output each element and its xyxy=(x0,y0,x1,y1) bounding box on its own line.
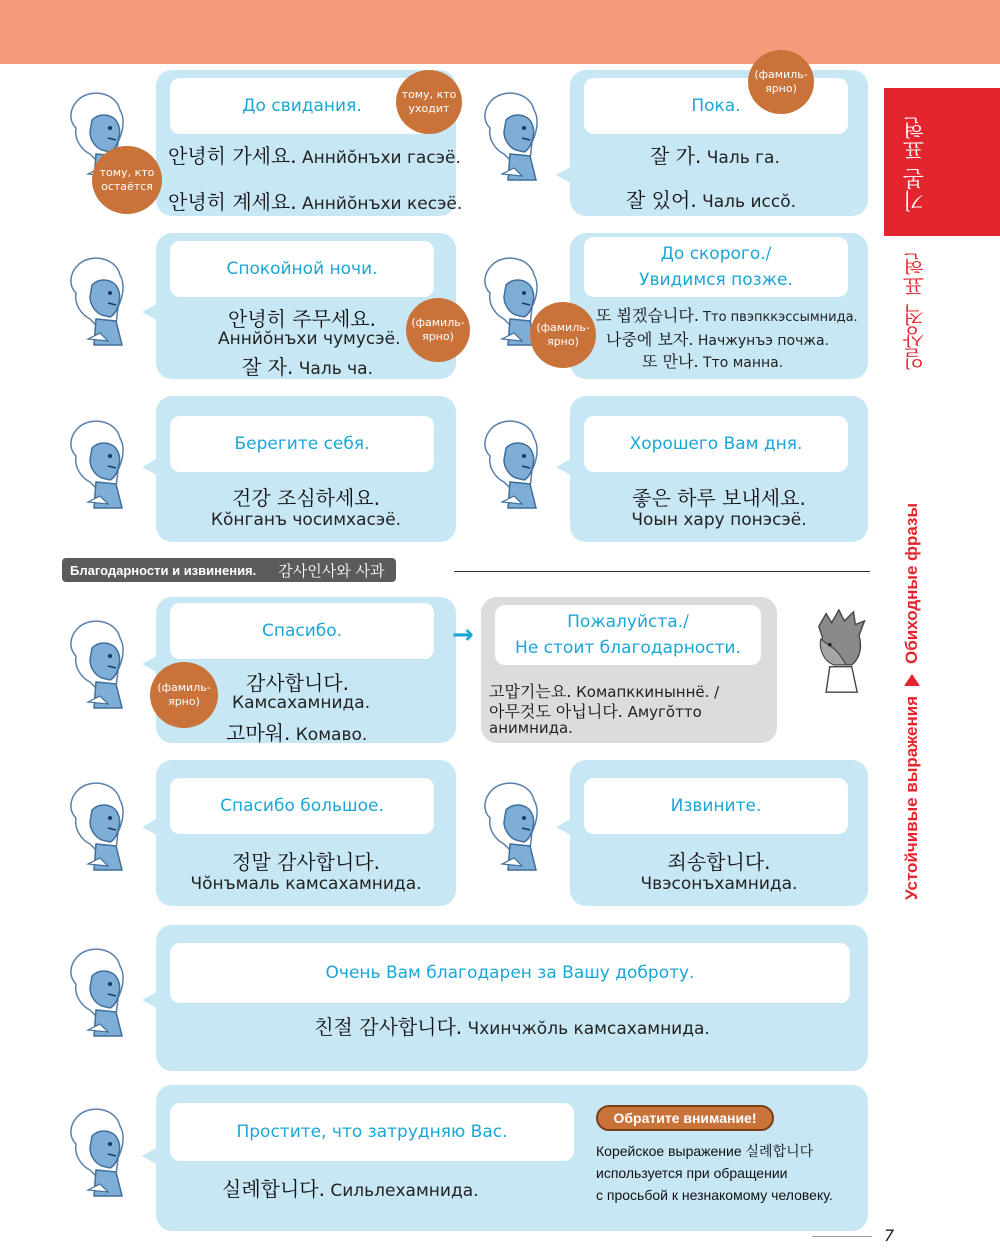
phrase-line xyxy=(242,351,373,380)
phrase-title-line: Не стоит благодарности. xyxy=(515,638,741,658)
notice-line: Корейское выражение 실례합니다 xyxy=(596,1143,814,1159)
russian-text: Комапккиныннё. / xyxy=(571,683,720,701)
section-title-ko: 감사인사와 사과 xyxy=(278,561,385,580)
side-tab-basic-label: 기본 표현 xyxy=(903,117,928,212)
phrase-line xyxy=(650,140,780,169)
blonde-person-icon xyxy=(60,618,130,714)
phrase-card-goodnight xyxy=(156,233,456,379)
phrase-title: Спокойной ночи. xyxy=(170,241,434,297)
phrase-line xyxy=(168,186,462,215)
korean-text: 잘 자. xyxy=(242,355,294,379)
phrase-card-thanks-much xyxy=(156,760,456,906)
phrase-title-line: Пожалуйста./ xyxy=(567,612,689,632)
side-section-title xyxy=(902,470,922,900)
russian-text: Начжунъэ почжа. xyxy=(693,333,829,349)
phrase-title xyxy=(584,237,848,297)
phrase-line xyxy=(156,1011,868,1040)
phrase-card-welcome xyxy=(481,597,777,743)
korean-text: 나중에 보자. xyxy=(606,330,694,349)
phrase-title-line: Увидимся позже. xyxy=(639,270,793,290)
korean-text: 아무것도 아닙니다. xyxy=(489,702,623,721)
phrase-card-sorry xyxy=(570,760,868,906)
korean-text: 안녕히 가세요. xyxy=(168,144,297,168)
korean-text: 친절 감사합니다. xyxy=(314,1015,463,1039)
card-tail xyxy=(142,655,158,673)
russian-text: Аннйŏнъхи гасэё. xyxy=(296,148,461,168)
card-tail xyxy=(142,303,158,321)
card-tail xyxy=(142,991,158,1009)
section-divider xyxy=(454,571,870,572)
card-tail xyxy=(142,818,158,836)
page-number: 7 xyxy=(884,1226,895,1245)
phrase-line xyxy=(642,349,783,372)
notice-line: используется при обращении xyxy=(596,1165,788,1181)
phrase-title: Извините. xyxy=(584,778,848,834)
note-bubble-staying: тому, кто остаётся xyxy=(92,146,162,214)
korean-text: 또 만나. xyxy=(642,352,699,371)
phrase-line xyxy=(606,327,829,350)
korean-text: 좋은 하루 보내세요. xyxy=(632,486,806,510)
korean-text: 잘 가. xyxy=(650,144,702,168)
korean-text: 정말 감사합니다. xyxy=(232,850,380,874)
side-russian-label-2: Обиходные фразы xyxy=(902,502,921,664)
blonde-person-icon xyxy=(60,780,130,876)
korean-text: 고마워. xyxy=(226,721,291,745)
phrase-line xyxy=(626,184,796,213)
note-bubble-familiar: (фамиль-ярно) xyxy=(530,302,596,368)
triangle-icon xyxy=(904,674,920,686)
korean-text: 잘 있어. xyxy=(626,188,697,212)
russian-text: Сильлехамнида. xyxy=(324,1181,479,1201)
notice-text xyxy=(596,1140,860,1206)
note-bubble-leaving: тому, кто уходит xyxy=(396,70,462,134)
note-bubble-familiar: (фамиль-ярно) xyxy=(748,50,814,114)
note-bubble-familiar: (фамиль-ярно) xyxy=(406,298,470,362)
gray-haired-person-icon xyxy=(806,604,870,700)
russian-text: Аннйŏнъхи чумусэё. xyxy=(218,329,401,349)
blonde-person-icon xyxy=(474,90,544,186)
blonde-person-icon xyxy=(60,418,130,514)
phrase-title-line: До скорого./ xyxy=(660,244,772,264)
phrase-card-nice-day xyxy=(570,396,868,542)
phrase-card-kindness xyxy=(156,925,868,1071)
notice-line: с просьбой к незнакомому человеку. xyxy=(596,1187,833,1203)
russian-text: Тто пвэпккэссымнида. xyxy=(698,310,858,325)
phrase-line xyxy=(596,303,858,326)
russian-text: Чаль га. xyxy=(701,148,780,168)
phrase-line xyxy=(226,717,367,746)
phrase-title: Берегите себя. xyxy=(170,416,434,472)
phrase-line xyxy=(222,1173,479,1202)
russian-text: Чвэсонъхамнида. xyxy=(640,874,798,894)
russian-text: Амугŏтто xyxy=(622,703,702,721)
korean-text: 안녕히 주무세요. xyxy=(228,307,376,331)
russian-text: Камсахамнида. xyxy=(232,693,371,713)
card-tail xyxy=(556,818,572,836)
russian-text: Аннйŏнъхи кесэё. xyxy=(296,194,463,214)
korean-text: 죄송합니다. xyxy=(667,850,771,874)
page-number-rule xyxy=(812,1236,872,1237)
phrase-card-take-care xyxy=(156,396,456,542)
phrase-title: До свидания. xyxy=(170,78,434,134)
arrow-right-icon: → xyxy=(452,620,474,650)
card-tail xyxy=(556,458,572,476)
korean-text: 실례합니다. xyxy=(222,1177,325,1201)
note-bubble-familiar: (фамиль-ярно) xyxy=(150,662,218,728)
russian-text: Чаль иссŏ. xyxy=(696,192,796,212)
korean-text: 안녕히 계세요. xyxy=(168,190,297,214)
phrase-title: Простите, что затрудняю Вас. xyxy=(170,1103,574,1161)
blonde-person-icon xyxy=(60,255,130,351)
phrase-title: Очень Вам благодарен за Вашу доброту. xyxy=(170,943,850,1003)
russian-text: Чаль ча. xyxy=(293,359,373,379)
korean-text: 감사합니다. xyxy=(246,671,349,695)
phrase-title: Спасибо большое. xyxy=(170,778,434,834)
side-russian-label: Устойчивые выражения xyxy=(902,695,921,900)
blonde-person-icon xyxy=(60,1106,130,1202)
blonde-person-icon xyxy=(474,780,544,876)
korean-text: 건강 조심하세요. xyxy=(232,486,380,510)
phrase-card-see-you xyxy=(570,233,868,379)
russian-text: Кŏнганъ чосимхасэё. xyxy=(210,510,402,530)
russian-text: анимнида. xyxy=(489,719,573,737)
korean-text: 또 뵙겠습니다. xyxy=(596,306,699,325)
phrase-card-bye xyxy=(570,70,868,216)
phrase-title: Спасибо. xyxy=(170,603,434,659)
top-color-bar xyxy=(0,0,1000,64)
section-header xyxy=(62,558,396,582)
blonde-person-icon xyxy=(474,418,544,514)
phrase-title: Пока. xyxy=(584,78,848,134)
card-tail xyxy=(142,458,158,476)
phrase-line xyxy=(168,140,461,169)
russian-text: Чоын хару понэсэё. xyxy=(631,510,807,530)
russian-text: Чхинчжŏль камсахамнида. xyxy=(462,1019,710,1039)
russian-text: Комаво. xyxy=(290,725,368,745)
phrase-title xyxy=(495,605,761,665)
card-tail xyxy=(556,166,572,184)
russian-text: Тто манна. xyxy=(698,355,784,371)
phrase-title: Хорошего Вам дня. xyxy=(584,416,848,472)
korean-text: 고맙기는요. xyxy=(489,682,572,701)
russian-text: Чŏнъмаль камсахамнида. xyxy=(190,874,422,894)
side-tab-everyday-label: 일상적 표현 xyxy=(903,253,928,370)
notice-badge: Обратите внимание! xyxy=(596,1105,774,1131)
section-title-ru: Благодарности и извинения. xyxy=(70,562,257,578)
blonde-person-icon xyxy=(60,946,130,1042)
card-tail xyxy=(142,1147,158,1165)
